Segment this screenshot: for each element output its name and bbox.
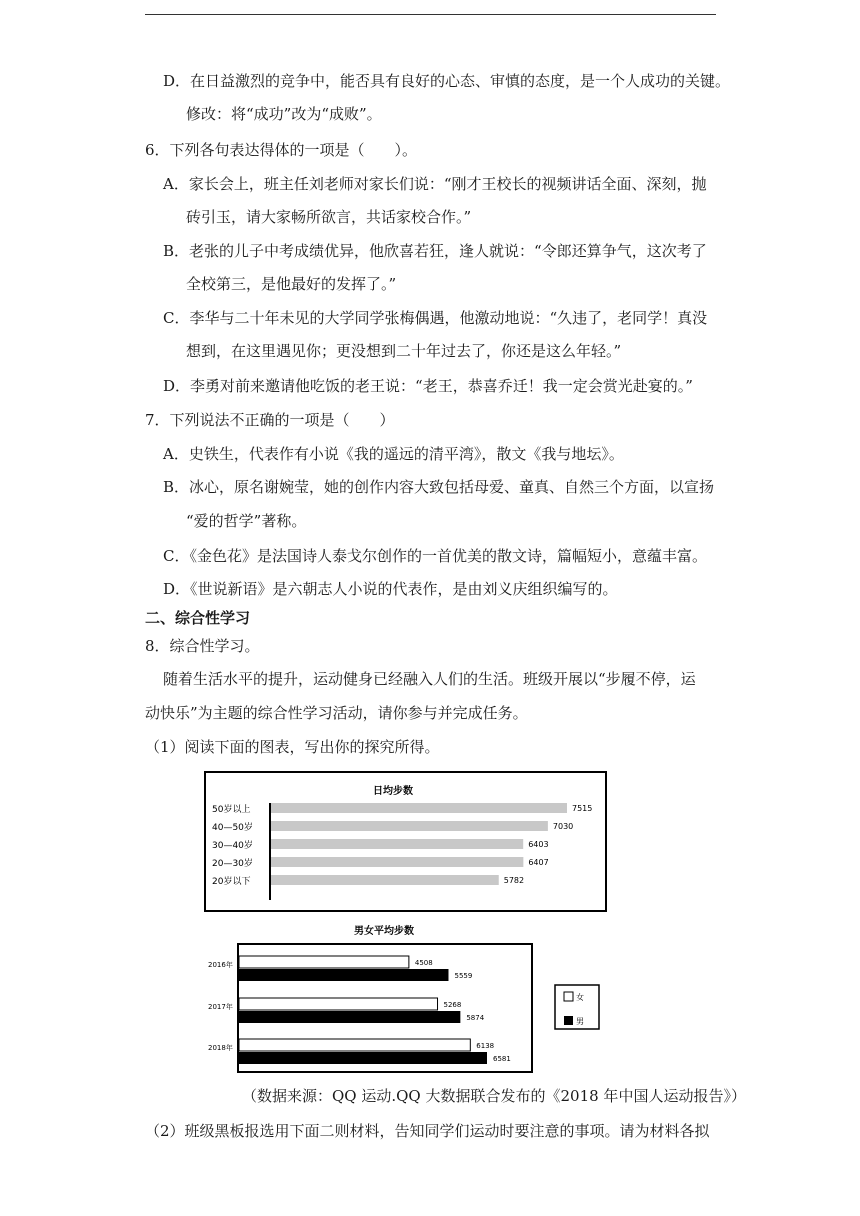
chart2-value-label: 5559 bbox=[454, 972, 473, 980]
chart2-value-label: 4508 bbox=[414, 959, 433, 967]
legend-swatch-male bbox=[564, 1016, 573, 1025]
chart1-bar bbox=[271, 857, 523, 867]
question-6-option-d: D．李勇对前来邀请他吃饭的老王说：“老王，恭喜乔迁！我一定会赏光赴宴的。” bbox=[163, 377, 693, 395]
chart1-value-label: 6403 bbox=[528, 840, 549, 849]
chart2-category-label: 2018年 bbox=[208, 1044, 233, 1052]
question-6-option-b-cont: 全校第三，是他最好的发挥了。” bbox=[186, 275, 397, 293]
question-7-option-b: B．冰心，原名谢婉莹，她的创作内容大致包括母爱、童真、自然三个方面，以宣扬 bbox=[163, 478, 715, 496]
chart1-category-label: 20岁以下 bbox=[212, 877, 251, 887]
question-7-option-a: A．史铁生，代表作有小说《我的遥远的清平湾》，散文《我与地坛》。 bbox=[163, 445, 624, 463]
chart1-category-label: 50岁以上 bbox=[212, 805, 251, 815]
chart1-bar bbox=[271, 803, 567, 813]
question-5-correction: 修改：将“成功”改为“成败”。 bbox=[186, 105, 382, 123]
chart2-bar-female bbox=[239, 998, 438, 1010]
subquestion-1: （1）阅读下面的图表，写出你的探究所得。 bbox=[145, 738, 440, 756]
legend-swatch-female bbox=[564, 992, 573, 1001]
legend-label-female: 女 bbox=[576, 993, 584, 1002]
chart2-bar-male bbox=[239, 1052, 487, 1064]
question-8-stem: 8．综合性学习。 bbox=[145, 637, 260, 655]
chart2-value-label: 5874 bbox=[466, 1014, 485, 1022]
chart2-title: 男女平均步数 bbox=[354, 926, 414, 937]
chart1-value-label: 6407 bbox=[528, 858, 549, 867]
question-6-option-b: B．老张的儿子中考成绩优异，他欣喜若狂，逢人就说：“令郎还算争气，这次考了 bbox=[163, 242, 707, 260]
question-7-stem: 7．下列说法不正确的一项是（ ） bbox=[145, 411, 395, 429]
question-7-option-c: C．《金色花》是法国诗人泰戈尔创作的一首优美的散文诗，篇幅短小，意蕴丰富。 bbox=[163, 547, 707, 565]
chart2-bar-female bbox=[239, 1039, 470, 1051]
question-8-intro: 随着生活水平的提升，运动健身已经融入人们的生活。班级开展以“步履不停，运 bbox=[163, 670, 696, 688]
chart1-value-label: 7030 bbox=[552, 822, 574, 831]
question-7-option-b-cont: “爱的哲学”著称。 bbox=[186, 512, 307, 530]
question-6-option-c-cont: 想到，在这里遇见你；更没想到二十年过去了，你还是这么年轻。” bbox=[186, 342, 622, 360]
chart1-value-label: 5782 bbox=[503, 876, 525, 885]
chart2-category-label: 2017年 bbox=[208, 1003, 233, 1011]
chart1-bar bbox=[271, 821, 548, 831]
chart2-value-label: 6138 bbox=[476, 1042, 495, 1050]
chart2-category-label: 2016年 bbox=[208, 961, 233, 969]
chart1-category-label: 20—30岁 bbox=[212, 859, 253, 869]
chart2-value-label: 5268 bbox=[443, 1001, 462, 1009]
question-6-option-a: A．家长会上，班主任刘老师对家长们说：“刚才王校长的视频讲话全面、深刻，抛 bbox=[163, 175, 707, 193]
question-7-option-d: D．《世说新语》是六朝志人小说的代表作，是由刘义庆组织编写的。 bbox=[163, 580, 618, 598]
question-6-option-a-cont: 砖引玉，请大家畅所欲言，共话家校合作。” bbox=[186, 208, 472, 226]
chart2-value-label: 6581 bbox=[493, 1055, 511, 1063]
chart1-bar bbox=[271, 875, 499, 885]
data-source-note: （数据来源：QQ 运动.QQ 大数据联合发布的《2018 年中国人运动报告》） bbox=[242, 1087, 746, 1105]
question-8-intro-cont: 动快乐”为主题的综合性学习活动，请你参与并完成任务。 bbox=[145, 704, 528, 722]
question-5-option-d: D．在日益激烈的竞争中，能否具有良好的心态、审慎的态度，是一个人成功的关键。 bbox=[163, 72, 731, 90]
chart2-bar-female bbox=[239, 956, 409, 968]
section-heading: 二、综合性学习 bbox=[145, 609, 251, 627]
chart1-title: 日均步数 bbox=[373, 786, 413, 797]
chart1-bar bbox=[271, 839, 523, 849]
subquestion-2: （2）班级黑板报选用下面二则材料，告知同学们运动时要注意的事项。请为材料各拟 bbox=[145, 1122, 710, 1140]
chart2-bar-male bbox=[239, 969, 448, 981]
chart1-category-label: 30—40岁 bbox=[212, 841, 253, 851]
chart2-bar-male bbox=[239, 1011, 460, 1023]
question-6-option-c: C．李华与二十年未见的大学同学张梅偶遇，他激动地说：“久违了，老同学！真没 bbox=[163, 309, 708, 327]
chart1-value-label: 7515 bbox=[572, 804, 593, 813]
chart1-category-label: 40—50岁 bbox=[212, 823, 253, 833]
legend-label-male: 男 bbox=[576, 1017, 584, 1026]
question-6-stem: 6．下列各句表达得体的一项是（ ）。 bbox=[145, 141, 418, 159]
